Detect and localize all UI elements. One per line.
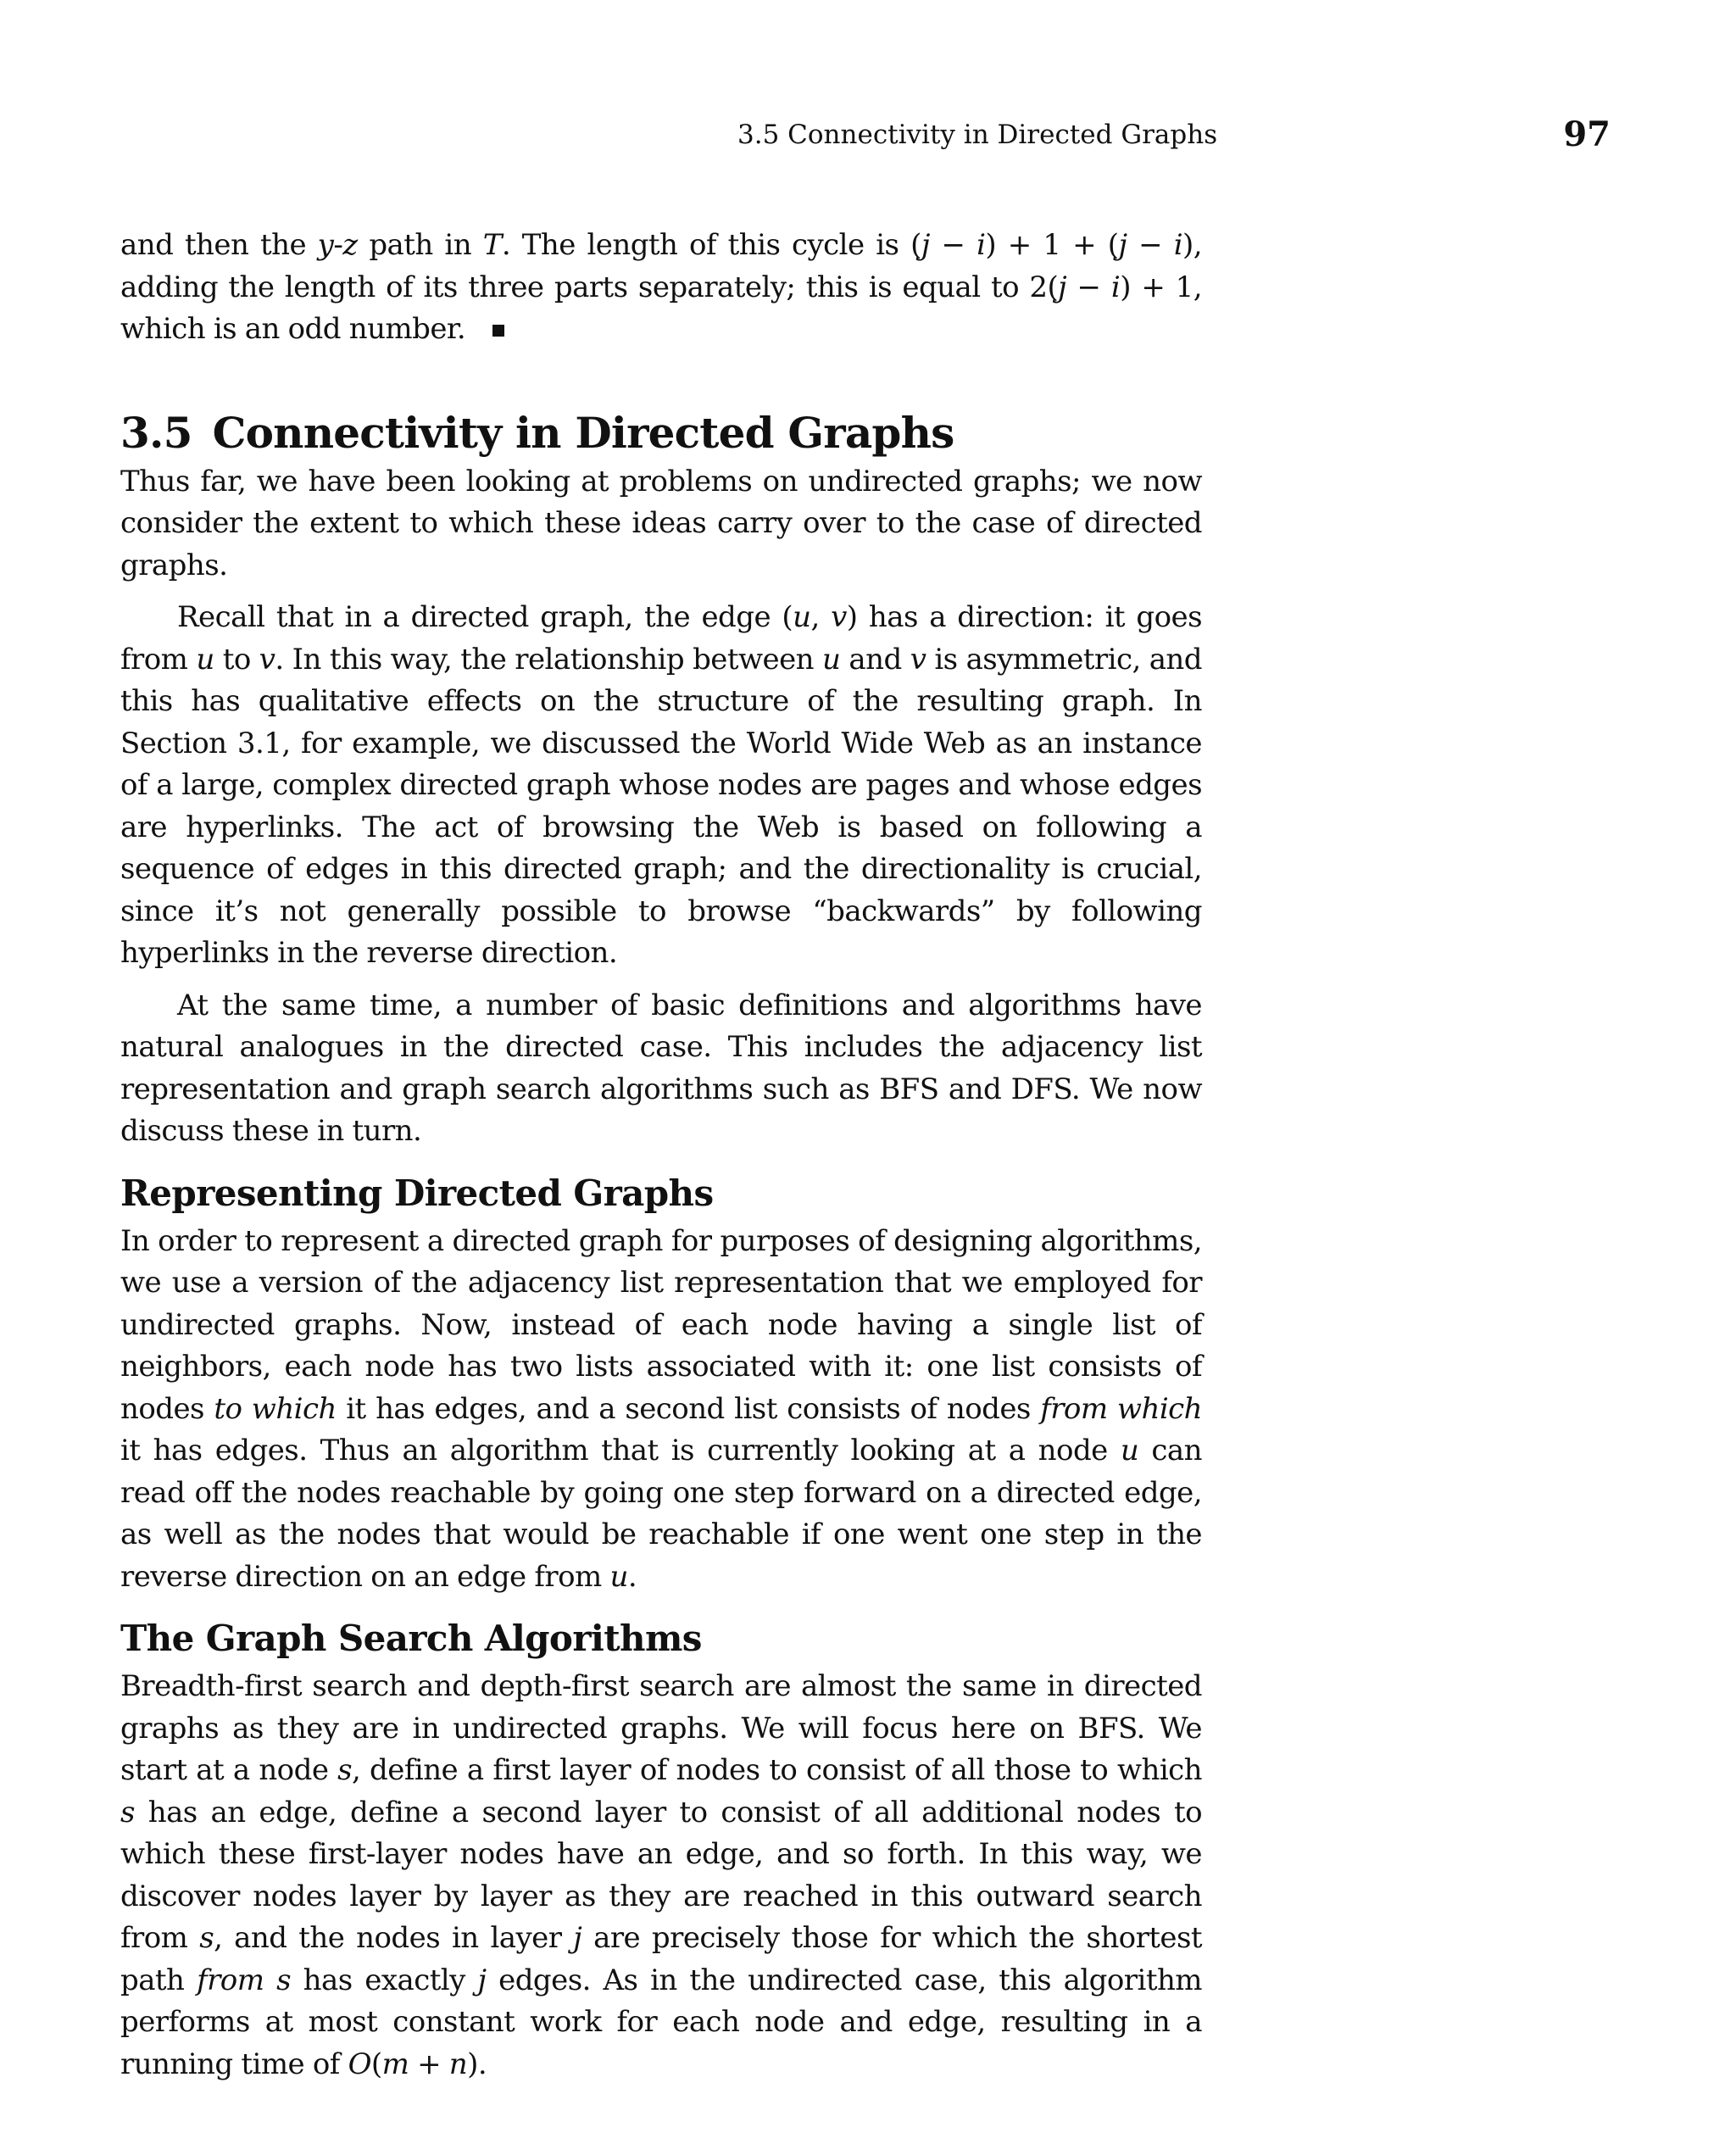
text-run: . The length of this cycle is (	[501, 228, 921, 262]
math-var: s	[337, 1753, 353, 1787]
text-run: and then the	[120, 228, 318, 262]
page-number: 97	[1563, 114, 1611, 154]
text-run: can read off the nodes reachable by going one step forward on a directed edge, as well as the nodes that would be reachable if one went one step in the reverse direction on an edge from	[120, 1434, 1202, 1594]
text-run: +	[409, 2047, 449, 2081]
text-run: Breadth-first search and depth-first search are almost the same in directed graphs as they are in undirected graphs. We will focus here on BFS. We start at a node	[120, 1669, 1202, 1787]
text-run: has exactly	[290, 1963, 478, 1997]
math-var: s	[199, 1921, 214, 1955]
emphasis: from which	[1040, 1391, 1202, 1426]
text-run: are precisely those for which the shortest path	[120, 1921, 1203, 1997]
math-var: u	[609, 1559, 628, 1594]
math-var: i	[976, 228, 986, 262]
math-var: O	[348, 2047, 371, 2081]
math-var: j	[573, 1921, 582, 1955]
math-var: j	[921, 228, 930, 262]
analogues-paragraph: At the same time, a number of basic definitions and algorithms have natural analogues in the directed case. This includes the adjacency list representation and graph search algorithms such as BFS and DFS. We now discuss these in turn.	[120, 988, 1202, 1148]
text-run: path in	[357, 228, 483, 262]
math-var: u	[196, 642, 214, 677]
text-run: .	[627, 1559, 637, 1594]
text-run: ,	[810, 600, 832, 634]
math-var: s	[120, 1795, 135, 1829]
text-run: -	[333, 228, 343, 262]
text-run: it has edges. Thus an algorithm that is currently looking at a node	[120, 1434, 1121, 1467]
math-var: j	[1118, 228, 1127, 262]
math-var: v	[259, 642, 275, 677]
text-run: ) has a direction: it goes from	[120, 600, 1203, 677]
math-var: j	[1058, 270, 1067, 304]
text-run: . In this way, the relationship between	[275, 642, 823, 677]
math-var: u	[793, 600, 811, 634]
intro-paragraph: Thus far, we have been looking at problems on undirected graphs; we now consider the extent to which these ideas carry over to the case of directed graphs.	[120, 464, 1202, 582]
text-run: ) + 1 + (	[985, 228, 1119, 262]
subsection-heading-representing: Representing Directed Graphs	[120, 1172, 714, 1214]
text-run: −	[1066, 270, 1111, 304]
section-heading	[120, 407, 1202, 459]
representing-paragraph	[120, 1221, 1202, 1599]
emphasis: from s	[197, 1963, 291, 1997]
text-run: ).	[467, 2047, 487, 2081]
section-title: Connectivity in Directed Graphs	[212, 407, 954, 458]
math-var: v	[831, 600, 847, 634]
text-run: , and the nodes in layer	[214, 1921, 574, 1955]
math-var: n	[448, 2047, 468, 2081]
section-number: 3.5	[120, 407, 192, 458]
recall-paragraph	[120, 597, 1202, 975]
search-paragraph	[120, 1666, 1202, 2086]
running-head: 3.5 Connectivity in Directed Graphs	[737, 120, 1218, 150]
emphasis: to which	[214, 1391, 337, 1426]
text-run: is asymmetric, and this has qualitative effects on the structure of the resulting graph. In Section 3.1, for example, we discussed the World Wide Web as an instance of a large, complex directed graph whose nodes are pages and whose edges are hyperlinks. The act of browsing the Web is based on following a sequence of edges in this directed graph; and the directionality is crucial, since it’s not generally possible to browse “backwards” by following hyperlinks in the reverse direction.	[120, 642, 1202, 970]
math-var: y	[317, 228, 334, 262]
math-var: u	[822, 642, 841, 677]
text-run: ) + 1, which is an odd number.	[120, 270, 1202, 346]
text-column	[120, 225, 1202, 2086]
text-run: , define a first layer of nodes to consist of all those to which	[352, 1753, 1203, 1787]
text-run: (	[370, 2047, 382, 2081]
text-run: −	[1127, 228, 1174, 262]
math-var: u	[1120, 1434, 1139, 1467]
math-var: i	[1110, 270, 1121, 304]
text-run: −	[929, 228, 977, 262]
math-var: v	[910, 642, 926, 677]
math-var: m	[381, 2047, 409, 2081]
subsection-heading-search: The Graph Search Algorithms	[120, 1618, 702, 1659]
text-run: Recall that in a directed graph, the edge (	[177, 600, 793, 634]
text-run: ), adding the length of its three parts separately; this is equal to 2(	[120, 228, 1203, 304]
math-var: T	[482, 228, 502, 262]
text-run: has an edge, define a second layer to consist of all additional nodes to which these first-layer nodes have an edge, and so forth. In this way, we discover nodes layer by layer as they are reached in this outward search from	[120, 1795, 1202, 1955]
math-var: z	[342, 228, 358, 262]
text-run: In order to represent a directed graph for purposes of designing algorithms, we use a version of the adjacency list representation that we employed for undirected graphs. Now, instead of each node having a single list of neighbors, each node has two lists associated with it: one list consists of nodes	[120, 1223, 1202, 1426]
text-run: it has edges, and a second list consists of nodes	[336, 1391, 1041, 1426]
text-run: to	[214, 642, 259, 677]
continuation-paragraph	[120, 225, 1202, 351]
math-var: j	[477, 1963, 487, 1997]
text-run: and	[840, 642, 910, 677]
qed-square-icon	[492, 325, 504, 337]
math-var: i	[1173, 228, 1183, 262]
text-run: edges. As in the undirected case, this algorithm performs at most constant work for each node and edge, resulting in a running time of	[120, 1963, 1202, 2081]
